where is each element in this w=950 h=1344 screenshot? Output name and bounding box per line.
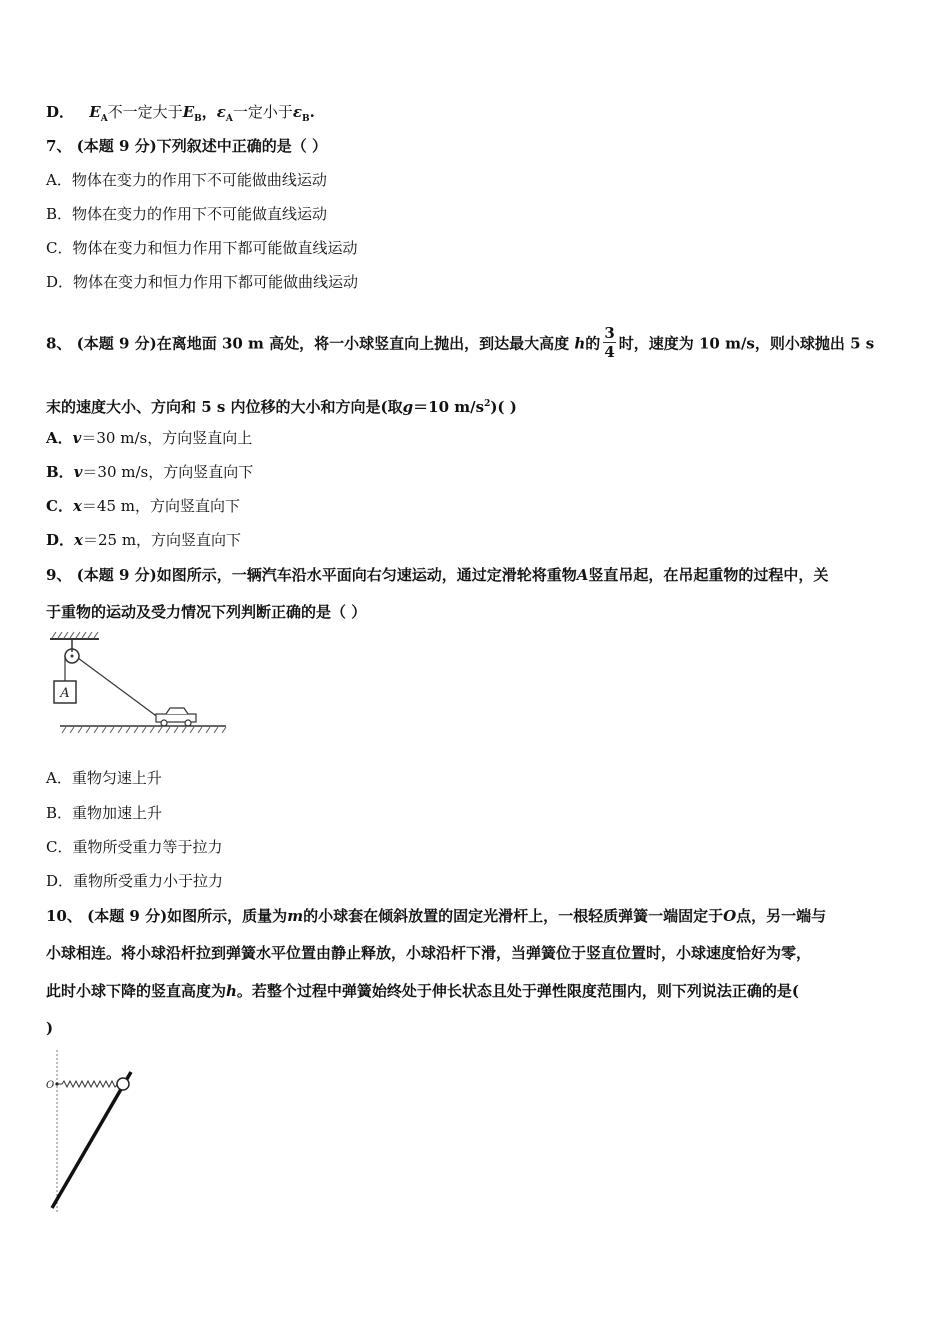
point-o-label: O <box>46 1080 55 1091</box>
q9-stem-line2: 于重物的运动及受力情况下列判断正确的是（ ） <box>46 603 367 621</box>
q7-option-c: C．物体在变力和恒力作用下都可能做直线运动 <box>46 239 358 257</box>
q8-stem-line2: 末的速度大小、方向和 5 s 内位移的大小和方向是(取g＝10 $m/s^2$)( ) <box>46 398 517 416</box>
q10-stem-line1: 10、 (本题 9 分)如图所示，质量为m的小球套在倾斜放置的固定光滑杆上，一根轻质弹簧一端固定于O点，另一端与 <box>46 907 827 925</box>
q8-option-b: B．v＝30 m/s，方向竖直向下 <box>46 463 254 481</box>
q7-option-a: A．物体在变力的作用下不可能做曲线运动 <box>46 171 327 189</box>
inclined-rod <box>52 1072 131 1208</box>
car-icon <box>156 708 196 726</box>
q8-fraction: $\frac{3}{4}$ <box>604 324 615 361</box>
q8-option-a: A．v＝30 m/s，方向竖直向上 <box>46 429 253 447</box>
ball-icon <box>117 1078 129 1090</box>
q9-pulley-figure <box>44 630 234 740</box>
q7-option-b: B．物体在变力的作用下不可能做直线运动 <box>46 205 328 223</box>
q10-stem-line4: ) <box>46 1019 54 1037</box>
q9-option-b: B．重物加速上升 <box>46 804 163 822</box>
q10-spring-figure <box>42 1048 142 1218</box>
q8-stem-line1: 8、 (本题 9 分)在离地面 30 m 高处，将一小球竖直向上抛出，到达最大高度 h的 $\frac{3}{4}$ 时，速度为 10 m/s，则小球抛出 5 s <box>46 324 875 361</box>
q6-option-d: D． $E_A$不一定大于$E_B$，$\varepsilon_A$一定小于$\varepsilon_B$. <box>46 103 315 124</box>
q10-stem-line3: 此时小球下降的竖直高度为h。若整个过程中弹簧始终处于伸长状态且处于弹性限度范围内，则下列说法正确的是( <box>46 982 800 1000</box>
q8-option-c: C．x＝45 m，方向竖直向下 <box>46 497 240 515</box>
q7-stem: 7、 (本题 9 分)下列叙述中正确的是（ ） <box>46 137 327 155</box>
spring-icon <box>57 1081 121 1087</box>
q9-option-c: C．重物所受重力等于拉力 <box>46 838 223 856</box>
q9-option-a: A．重物匀速上升 <box>46 769 162 787</box>
q9-stem-line1: 9、 (本题 9 分)如图所示，一辆汽车沿水平面向右匀速运动，通过定滑轮将重物A竖直吊起，在吊起重物的过程中，关 <box>46 566 829 584</box>
weight-a-label: A <box>60 686 70 701</box>
q7-option-d: D．物体在变力和恒力作用下都可能做曲线运动 <box>46 273 359 291</box>
q10-stem-line2: 小球相连。将小球沿杆拉到弹簧水平位置由静止释放，小球沿杆下滑，当弹簧位于竖直位置时，小球速度恰好为零， <box>46 944 812 962</box>
q8-option-d: D．x＝25 m，方向竖直向下 <box>46 531 242 549</box>
q9-option-d: D．重物所受重力小于拉力 <box>46 872 224 890</box>
